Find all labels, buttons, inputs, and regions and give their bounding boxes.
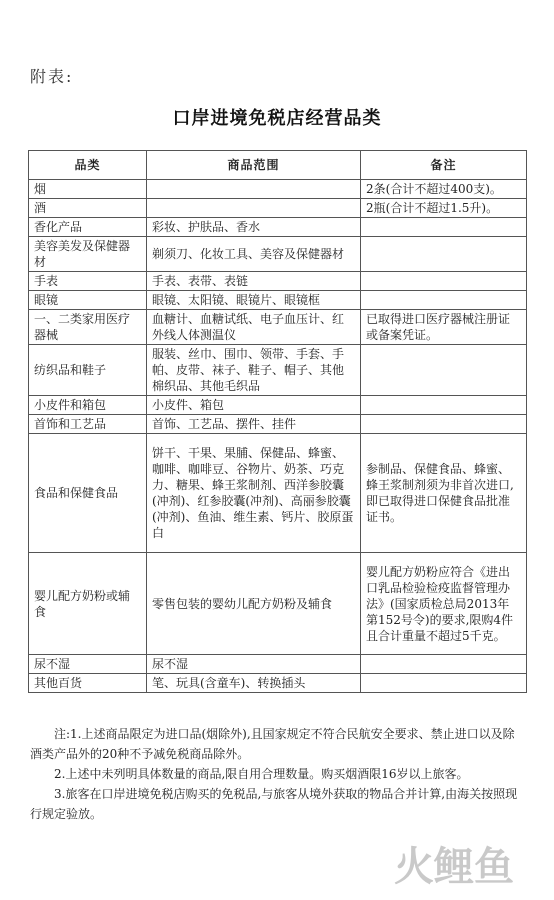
cell-scope: 服装、丝巾、围巾、领带、手套、手帕、皮带、袜子、鞋子、帽子、其他棉织品、其他毛织品 (147, 345, 361, 396)
cell-category: 其他百货 (29, 674, 147, 693)
cell-note (361, 237, 527, 272)
note-2: 2.上述中未列明具体数量的商品,限自用合理数量。购买烟酒限16岁以上旅客。 (54, 767, 469, 781)
table-row (29, 396, 527, 415)
cell-category: 香化产品 (29, 218, 147, 237)
cell-category: 尿不湿 (29, 655, 147, 674)
cell-category: 酒 (29, 199, 147, 218)
cell-scope: 尿不湿 (147, 655, 361, 674)
cell-category: 眼镜 (29, 291, 147, 310)
cell-category: 婴儿配方奶粉或辅食 (29, 553, 147, 655)
table-row (29, 415, 527, 434)
cell-category: 手表 (29, 272, 147, 291)
header-scope: 商品范围 (147, 151, 361, 180)
cell-category: 烟 (29, 180, 147, 199)
cell-note (361, 655, 527, 674)
cell-note: 2条(合计不超过400支)。 (361, 180, 527, 199)
document-title: 口岸进境免税店经营品类 (172, 108, 382, 129)
cell-scope: 眼镜、太阳镜、眼镜片、眼镜框 (147, 291, 361, 310)
attachment-label: 附表: (30, 67, 74, 86)
cell-scope: 首饰、工艺品、摆件、挂件 (147, 415, 361, 434)
note-3: 3.旅客在口岸进境免税店购买的免税品,与旅客从境外获取的物品合并计算,由海关按照现行规定验放。 (30, 787, 518, 821)
cell-scope: 笔、玩具(含童车)、转换插头 (147, 674, 361, 693)
table-row (29, 237, 527, 272)
table-row (29, 655, 527, 674)
watermark-text: 火鲤鱼 (394, 844, 514, 890)
cell-note (361, 218, 527, 237)
table-row (29, 434, 527, 553)
table-row (29, 218, 527, 237)
cell-note (361, 674, 527, 693)
notes (30, 724, 526, 824)
table-row (29, 310, 527, 345)
cell-note: 婴儿配方奶粉应符合《进出口乳品检验检疫监督管理办法》(国家质检总局2013年第152号令)的要求,限购4件且合计重量不超过5千克。 (361, 553, 527, 655)
table-row (29, 345, 527, 396)
cell-scope: 彩妆、护肤品、香水 (147, 218, 361, 237)
table-row (29, 291, 527, 310)
header-note: 备注 (361, 151, 527, 180)
note-1: 注:1.上述商品限定为进口品(烟除外),且国家规定不符合民航安全要求、禁止进口以及除酒类产品外的20种不予减免税商品除外。 (30, 727, 515, 761)
cell-scope: 手表、表带、表链 (147, 272, 361, 291)
cell-category: 首饰和工艺品 (29, 415, 147, 434)
cell-scope: 饼干、干果、果脯、保健品、蜂蜜、咖啡、咖啡豆、谷物片、奶茶、巧克力、糖果、蜂王浆制剂、西洋参胶囊(冲剂)、红参胶囊(冲剂)、高丽参胶囊(冲剂)、鱼油、维生素、钙片、胶原蛋白 (147, 434, 361, 553)
cell-scope (147, 180, 361, 199)
cell-note: 参制品、保健食品、蜂蜜、蜂王浆制剂须为非首次进口,即已取得进口保健食品批准证书。 (361, 434, 527, 553)
cell-scope (147, 199, 361, 218)
table-row (29, 199, 527, 218)
cell-note (361, 415, 527, 434)
cell-scope: 小皮件、箱包 (147, 396, 361, 415)
table-row (29, 272, 527, 291)
table-body (29, 180, 527, 693)
watermark-logo (390, 838, 540, 890)
table-row (29, 180, 527, 199)
cell-note: 2瓶(合计不超过1.5升)。 (361, 199, 527, 218)
cell-category: 一、二类家用医疗器械 (29, 310, 147, 345)
cell-category: 美容美发及保健器材 (29, 237, 147, 272)
table-row (29, 674, 527, 693)
table-row (29, 553, 527, 655)
cell-note: 已取得进口医疗器械注册证或备案凭证。 (361, 310, 527, 345)
cell-scope: 零售包装的婴幼儿配方奶粉及辅食 (147, 553, 361, 655)
header-category: 品类 (29, 151, 147, 180)
cell-note (361, 272, 527, 291)
table-header-row (29, 151, 527, 180)
cell-category: 小皮件和箱包 (29, 396, 147, 415)
cell-note (361, 345, 527, 396)
cell-scope: 剃须刀、化妆工具、美容及保健器材 (147, 237, 361, 272)
cell-category: 食品和保健食品 (29, 434, 147, 553)
cell-note (361, 291, 527, 310)
cell-scope: 血糖计、血糖试纸、电子血压计、红外线人体测温仪 (147, 310, 361, 345)
cell-note (361, 396, 527, 415)
cell-category: 纺织品和鞋子 (29, 345, 147, 396)
goods-table (28, 150, 527, 693)
